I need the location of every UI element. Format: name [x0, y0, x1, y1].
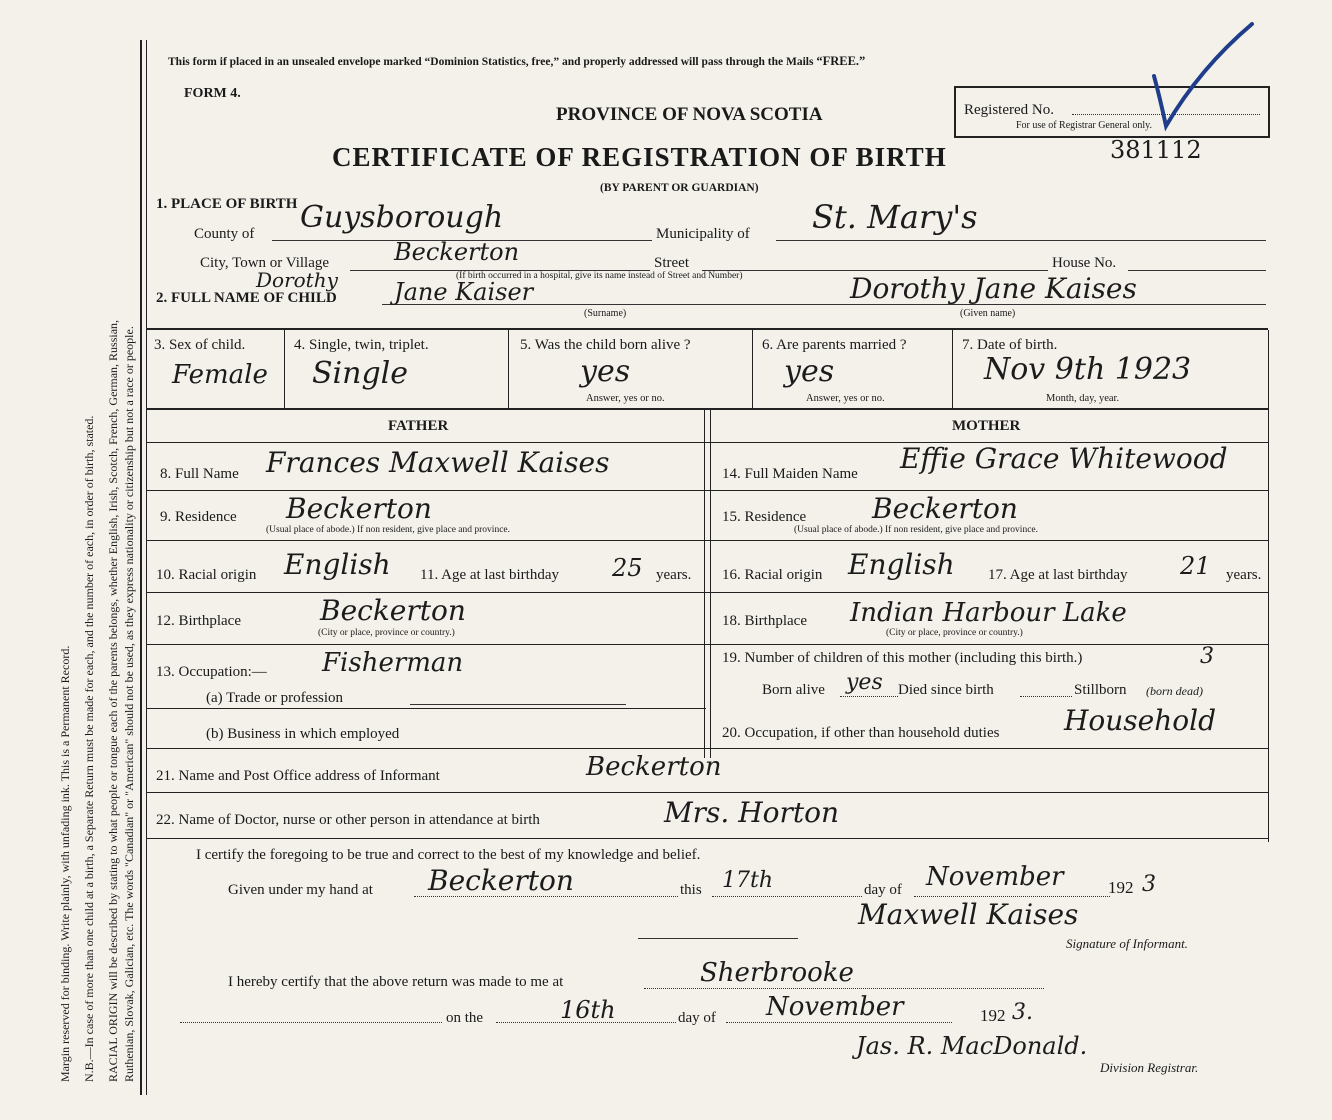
row-20-rule [146, 708, 706, 709]
reg-year-prefix: 192 [980, 1006, 1006, 1025]
row-9-rule [146, 540, 1268, 541]
mother-birthplace-value: Indian Harbour Lake [850, 598, 1127, 628]
father-business-label: (b) Business in which employed [206, 726, 400, 742]
father-occupation-label: 13. Occupation:— [156, 664, 267, 680]
sex-value: Female [172, 360, 268, 390]
father-name-label: 8. Full Name [160, 466, 239, 482]
given-under-label: Given under my hand at [228, 882, 373, 898]
street-label: Street [654, 255, 689, 271]
mother-occupation-label: 20. Occupation, if other than household duties [722, 725, 1000, 741]
form-left-border [140, 40, 142, 1095]
margin-note-racial-origin: RACIAL ORIGIN will be described by stating to what people or tongue each of the parents belongs, whether English, Irish, Scotch, French, German, Russian, [106, 319, 120, 1082]
father-name-value: Frances Maxwell Kaises [266, 446, 610, 479]
municipality-value: St. Mary's [812, 198, 978, 236]
parents-center-divider-a [704, 410, 705, 758]
row-10-rule [146, 592, 1268, 593]
mother-race-label: 16. Racial origin [722, 567, 823, 583]
father-residence-value: Beckerton [286, 492, 432, 525]
form-left-border-inner [146, 40, 147, 1095]
hospital-note: (If birth occurred in a hospital, give its name instead of Street and Number) [456, 271, 743, 281]
street-line [702, 270, 1048, 271]
registrar-signature: Jas. R. MacDonald. [856, 1032, 1088, 1060]
mother-residence-note: (Usual place of abode.) If non resident, give place and province. [794, 525, 1038, 535]
checkmark-icon [1140, 18, 1260, 138]
province-heading: PROVINCE OF NOVA SCOTIA [556, 104, 823, 125]
father-birthplace-value: Beckerton [320, 594, 466, 627]
father-birthplace-note: (City or place, province or country.) [318, 628, 455, 638]
child-surname-value: Jane Kaiser [394, 278, 534, 306]
date-label: 7. Date of birth. [962, 337, 1058, 353]
mother-name-label: 14. Full Maiden Name [722, 466, 858, 482]
registered-label: Registered No. [964, 102, 1054, 118]
mother-birthplace-note: (City or place, province or country.) [886, 628, 1023, 638]
given-month-dots [914, 896, 1110, 897]
father-race-label: 10. Racial origin [156, 567, 257, 583]
father-age-value: 25 [612, 554, 643, 582]
alive-label: 5. Was the child born alive ? [520, 337, 691, 353]
registered-number: 381112 [1110, 136, 1202, 164]
date-value: Nov 9th 1923 [984, 352, 1192, 387]
mail-notice: This form if placed in an unsealed envelope marked “Dominion Statistics, free,” and properly addressed will pass through the Mails “FREE.” [168, 54, 866, 68]
row-cert-rule [146, 838, 1268, 839]
given-day-dots [712, 896, 862, 897]
given-place-value: Beckerton [428, 864, 574, 897]
child-surname-note: (Surname) [584, 308, 627, 319]
born-alive-dots [840, 696, 898, 697]
mother-children-value: 3 [1200, 644, 1214, 669]
row-21-rule [146, 748, 1268, 749]
municipality-label: Municipality of [656, 226, 750, 242]
father-residence-label: 9. Residence [160, 509, 237, 525]
doctor-label: 22. Name of Doctor, nurse or other person in attendance at birth [156, 812, 540, 828]
reg-day-of-label: day of [678, 1010, 716, 1026]
given-year-prefix: 192 [1108, 878, 1134, 897]
father-years: years. [656, 567, 692, 583]
father-trade-label: (a) Trade or profession [206, 690, 344, 706]
informant-value: Beckerton [586, 752, 722, 782]
child-given-above: Dorothy [256, 268, 338, 292]
mother-occupation-value: Household [1064, 704, 1217, 737]
on-the-leading-dots [180, 1022, 442, 1023]
row-8-rule [146, 490, 1268, 491]
this-label: this [680, 882, 702, 898]
mother-race-value: English [848, 548, 955, 581]
father-age-label: 11. Age at last birthday [420, 567, 559, 583]
stillborn-label: Stillborn [1074, 682, 1127, 698]
reg-day-value: 16th [560, 996, 616, 1024]
father-residence-note: (Usual place of abode.) If non resident, give place and province. [266, 525, 510, 535]
house-line [1128, 270, 1266, 271]
married-note: Answer, yes or no. [806, 393, 885, 404]
stillborn-note: (born dead) [1146, 684, 1203, 698]
margin-note-racial-origin-2: Ruthenian, Slovak, Galician, etc. The words "Canadian" or "American" should not be used, as they express nationality or citizenship but not a race or people. [122, 326, 136, 1082]
mother-name-value: Effie Grace Whitewood [900, 442, 1228, 475]
row3-divider-3 [752, 330, 753, 408]
certificate-subtitle: (BY PARENT OR GUARDIAN) [600, 182, 759, 194]
mother-children-label: 19. Number of children of this mother (including this birth.) [722, 650, 1083, 666]
house-label: House No. [1052, 255, 1117, 271]
row3-top-border [146, 328, 1268, 330]
single-value: Single [312, 356, 409, 391]
child-given-note: (Given name) [960, 308, 1016, 319]
given-year-suffix: 3 [1142, 872, 1156, 897]
father-heading: FATHER [388, 418, 449, 434]
on-the-label: on the [446, 1010, 484, 1026]
sex-label: 3. Sex of child. [154, 337, 246, 353]
married-label: 6. Are parents married ? [762, 337, 907, 353]
registrar-place-dots [644, 988, 1044, 989]
registered-note: For use of Registrar General only. [1016, 120, 1152, 131]
signature-line-left [638, 938, 798, 939]
margin-note-permanent-record: Margin reserved for binding. Write plainly, with unfading ink. This is a Permanent Record. [58, 645, 72, 1082]
municipality-line [776, 240, 1266, 241]
row-12-rule [146, 644, 1268, 645]
row3-divider-4 [952, 330, 953, 408]
single-label: 4. Single, twin, triplet. [294, 337, 429, 353]
mother-years: years. [1226, 567, 1262, 583]
alive-note: Answer, yes or no. [586, 393, 665, 404]
form-number: FORM 4. [184, 86, 241, 101]
certificate-title: CERTIFICATE OF REGISTRATION OF BIRTH [332, 142, 947, 172]
mother-birthplace-label: 18. Birthplace [722, 613, 807, 629]
registrar-title: Division Registrar. [1100, 1060, 1199, 1075]
row3-divider-2 [508, 330, 509, 408]
doctor-value: Mrs. Horton [664, 796, 840, 829]
born-alive-value: yes [846, 670, 883, 695]
mother-residence-label: 15. Residence [722, 509, 807, 525]
county-value: Guysborough [300, 200, 504, 235]
mother-residence-value: Beckerton [872, 492, 1018, 525]
father-trade-line [410, 704, 626, 705]
certify-statement: I certify the foregoing to be true and correct to the best of my knowledge and belief. [196, 847, 701, 863]
registrar-statement: I hereby certify that the above return was made to me at [228, 974, 564, 990]
margin-note-multiple-births: N.B.—In case of more than one child at a birth, a Separate Return must be made for each, and the number of each, in order of birth, stated. [82, 415, 96, 1082]
father-race-value: English [284, 548, 391, 581]
county-label: County of [194, 226, 255, 242]
father-birthplace-label: 12. Birthplace [156, 613, 241, 629]
given-month-value: November [926, 862, 1064, 892]
mother-age-label: 17. Age at last birthday [988, 567, 1128, 583]
row3-bottom-border [146, 408, 1268, 410]
signature-label: Signature of Informant. [1066, 936, 1188, 951]
form-right-border [1268, 330, 1269, 842]
child-given-value: Dorothy Jane Kaises [850, 272, 1137, 305]
child-name-label: 2. FULL NAME OF CHILD [156, 290, 337, 306]
mother-age-value: 21 [1180, 552, 1211, 580]
city-label: City, Town or Village [200, 255, 330, 271]
died-dots [1020, 696, 1072, 697]
registrar-place-value: Sherbrooke [700, 958, 854, 988]
parents-center-divider-b [710, 410, 711, 758]
alive-value: yes [580, 354, 631, 389]
died-label: Died since birth [898, 682, 994, 698]
reg-month-dots [726, 1022, 952, 1023]
born-alive-label: Born alive [762, 682, 825, 698]
married-value: yes [784, 354, 835, 389]
informant-label: 21. Name and Post Office address of Informant [156, 768, 440, 784]
row-22-rule [146, 792, 1268, 793]
informant-signature: Maxwell Kaises [858, 898, 1079, 931]
given-day-value: 17th [722, 868, 774, 893]
reg-month-value: November [766, 992, 904, 1022]
row3-divider-1 [284, 330, 285, 408]
place-of-birth-label: 1. PLACE OF BIRTH [156, 196, 298, 212]
date-note: Month, day, year. [1046, 393, 1120, 404]
reg-year-suffix: 3. [1012, 1000, 1033, 1025]
mother-heading: MOTHER [952, 418, 1021, 434]
city-value: Beckerton [394, 238, 520, 266]
father-occupation-value: Fisherman [322, 648, 464, 678]
day-of-label: day of [864, 882, 902, 898]
